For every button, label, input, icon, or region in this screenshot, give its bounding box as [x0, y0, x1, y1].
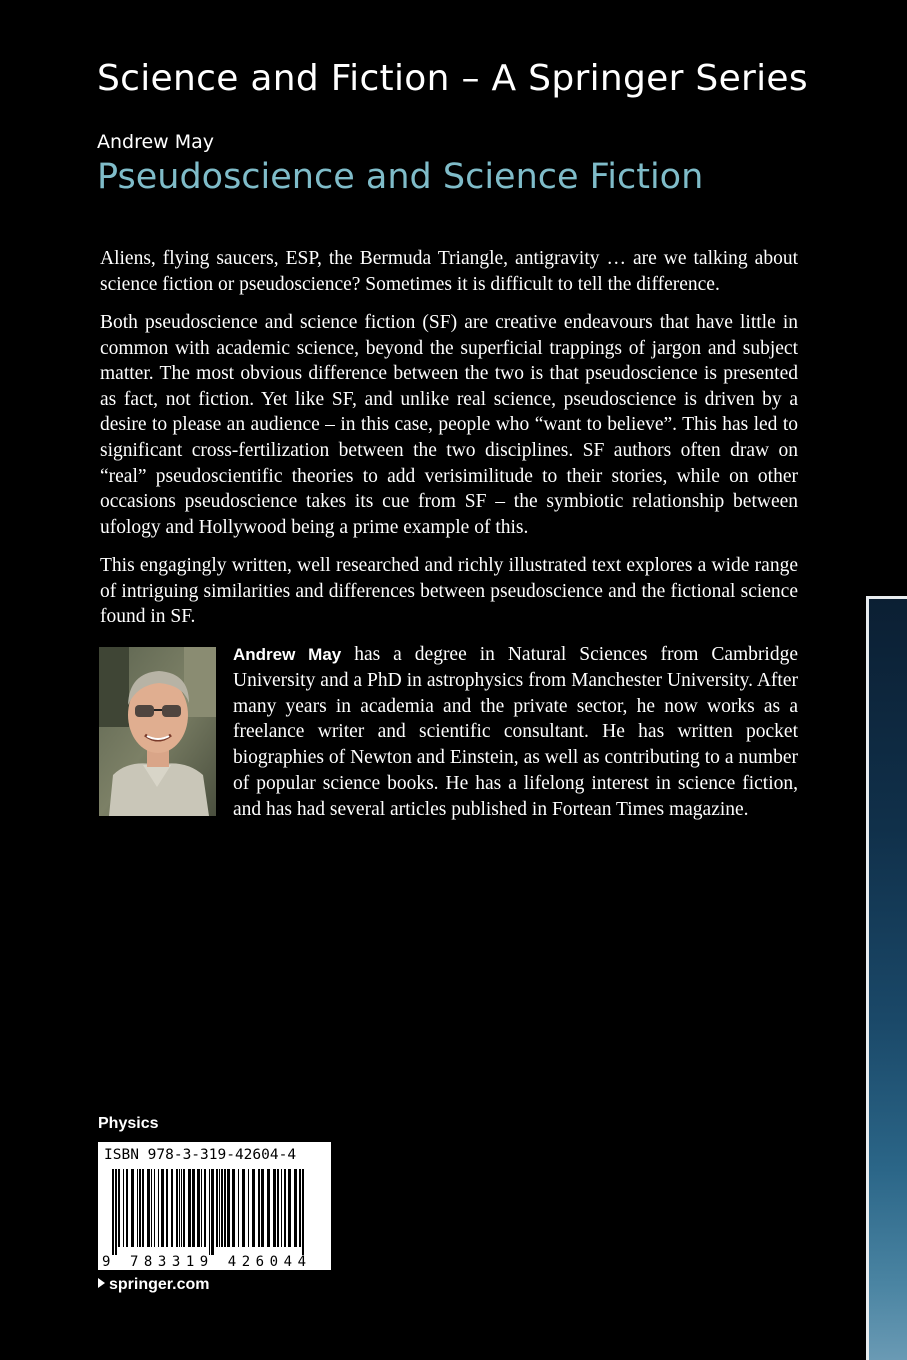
barcode-bar — [252, 1169, 255, 1247]
barcode-bar — [137, 1169, 138, 1247]
barcode-bar — [188, 1169, 191, 1247]
barcode-bar — [151, 1169, 152, 1247]
blurb-paragraph-1: Aliens, flying saucers, ESP, the Bermuda Triangle, antigravity … are we talking about science fiction or pseudoscience? Sometimes it is difficult to tell the difference. — [100, 248, 798, 295]
barcode-bar — [209, 1169, 210, 1255]
barcode-bar — [227, 1169, 230, 1247]
barcode-bar — [123, 1169, 124, 1247]
barcode-bar — [147, 1169, 150, 1247]
barcode-bar — [201, 1169, 202, 1247]
barcode-bar — [216, 1169, 218, 1247]
barcode-bar — [224, 1169, 226, 1247]
publisher-website: springer.com — [109, 1276, 210, 1293]
barcode-bar — [299, 1169, 301, 1247]
barcode-bar — [267, 1169, 270, 1247]
barcode-bar — [219, 1169, 220, 1247]
barcode-bar — [211, 1169, 214, 1255]
barcode-bar — [261, 1169, 264, 1247]
barcode-bar — [154, 1169, 155, 1247]
publisher-link[interactable] — [98, 1276, 209, 1294]
author-name: Andrew May — [97, 131, 215, 153]
barcode-bar — [288, 1169, 291, 1247]
barcode-bar — [158, 1169, 159, 1247]
barcode-bars — [98, 1169, 331, 1270]
author-bio-name: Andrew May — [233, 645, 342, 664]
isbn-barcode — [98, 1142, 331, 1270]
barcode-bar — [181, 1169, 182, 1247]
barcode-bar — [118, 1169, 120, 1247]
barcode-bar — [294, 1169, 297, 1247]
barcode-bar — [238, 1169, 239, 1247]
barcode-bar — [281, 1169, 282, 1247]
barcode-bar — [142, 1169, 144, 1247]
barcode-bar — [161, 1169, 164, 1247]
barcode-digits: 9 783319 426044 — [102, 1254, 306, 1270]
barcode-bar — [232, 1169, 235, 1247]
barcode-bar — [179, 1169, 180, 1247]
barcode-bar — [277, 1169, 279, 1247]
book-title: Pseudoscience and Science Fiction — [97, 157, 704, 197]
barcode-bar — [221, 1169, 223, 1247]
author-bio-text: has a degree in Natural Sciences from Cambridge University and a PhD in astrophysics from Manchester University. After many years in academia and the private sector, he now works as a freelance writer and scientific consultant. He has written pocket biographies of Newton and Einstein, as well as contributing to a number of popular science books. He has a lifelong interest in science fiction, and has had several articles published in Fortean Times magazine. — [233, 644, 798, 820]
barcode-bar — [284, 1169, 286, 1247]
subject-category: Physics — [98, 1115, 159, 1132]
barcode-bar — [258, 1169, 260, 1247]
front-cover-edge-image — [866, 596, 907, 1360]
barcode-bar — [192, 1169, 195, 1247]
series-title: Science and Fiction – A Springer Series — [97, 58, 808, 99]
isbn-label: ISBN 978-3-319-42604-4 — [104, 1147, 297, 1163]
author-photo — [99, 647, 216, 816]
barcode-bar — [171, 1169, 173, 1247]
barcode-bar — [131, 1169, 134, 1247]
barcode-bar — [166, 1169, 168, 1247]
barcode-bar — [115, 1169, 117, 1255]
barcode-bar — [204, 1169, 206, 1247]
arrow-right-icon — [98, 1278, 105, 1288]
barcode-bar — [197, 1169, 200, 1247]
barcode-bar — [176, 1169, 178, 1247]
blurb-paragraph-2: Both pseudoscience and science fiction (SF) are creative endeavours that have little in common with academic science, beyond the superficial trappings of jargon and subject matter. The most obvious difference between the two is that pseudoscience is presented as fact, not fiction. Yet like SF, and unlike real science, pseudoscience is driven by a desire to please an audience – in this case, people who “want to believe”. This has led to significant cross-fertilization between the two disciplines. SF authors often draw on “real” pseudoscientific theories to add verisimilitude to their stories, while on other occasions pseudoscience takes its cue from SF – the symbiotic relationship between ufology and Hollywood being a prime example of this. — [100, 312, 798, 538]
barcode-bar — [248, 1169, 249, 1247]
barcode-bar — [126, 1169, 128, 1247]
barcode-bar — [242, 1169, 245, 1247]
barcode-bar — [183, 1169, 185, 1247]
author-bio — [233, 642, 798, 823]
blurb-paragraph-3: This engagingly written, well researched and richly illustrated text explores a wide range of intriguing similarities and differences between pseudoscience and the fictional science found in SF. — [100, 555, 798, 628]
barcode-bar — [273, 1169, 276, 1247]
barcode-bar — [112, 1169, 114, 1255]
barcode-bar — [302, 1169, 304, 1255]
barcode-bar — [139, 1169, 141, 1247]
